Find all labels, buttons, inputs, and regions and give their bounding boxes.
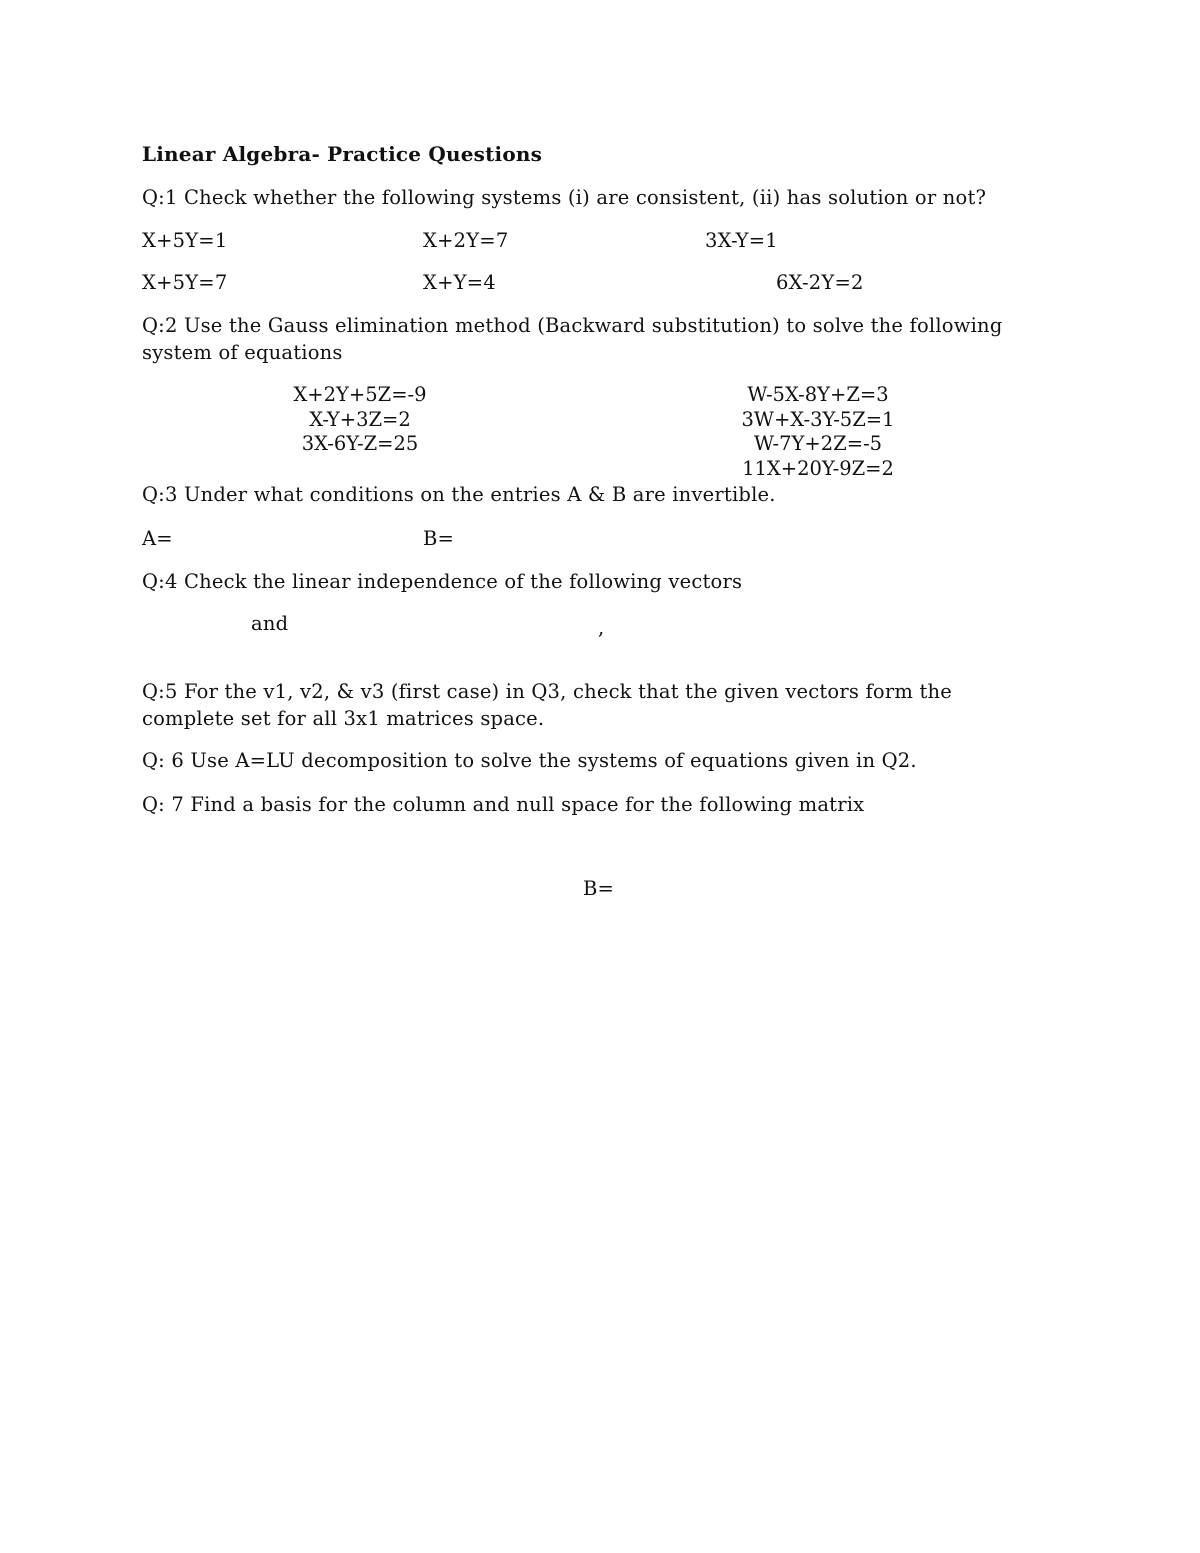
q1-system-3-eq-2: 6X-2Y=2 — [776, 271, 864, 294]
q1-system-1-eq-1: X+5Y=1 — [142, 229, 228, 252]
q3-matrix-b-label: B= — [423, 527, 455, 550]
q2-system-a-eq-3: 3X-6Y-Z=25 — [301, 432, 419, 455]
question-4-text: Q:4 Check the linear independence of the following vectors — [142, 570, 743, 593]
q2-system-b — [703, 383, 933, 481]
question-5-text: Q:5 For the v1, v2, & v3 (first case) in Q3, check that the given vectors form the complete set for all 3x1 matrices space. — [142, 680, 953, 730]
question-3-text: Q:3 Under what conditions on the entries A & B are invertible. — [142, 483, 776, 506]
q7-matrix-b-label: B= — [583, 877, 615, 900]
q4-and-label: and — [251, 612, 289, 635]
page-title: Linear Algebra- Practice Questions — [142, 142, 543, 166]
q4-comma: , — [598, 616, 605, 639]
q2-system-b-eq-2: 3W+X-3Y-5Z=1 — [741, 407, 895, 431]
question-2-text: Q:2 Use the Gauss elimination method (Backward substitution) to solve the following system of equations — [142, 314, 1003, 364]
q1-system-2-eq-2: X+Y=4 — [423, 271, 496, 294]
q2-system-b-eq-1: W-5X-8Y+Z=3 — [747, 383, 889, 406]
q1-system-1-eq-2: X+5Y=7 — [142, 271, 228, 294]
q1-system-2-eq-1: X+2Y=7 — [423, 229, 509, 252]
question-7-text: Q: 7 Find a basis for the column and null space for the following matrix — [142, 793, 865, 816]
q3-matrix-a-label: A= — [142, 527, 173, 550]
question-1-text: Q:1 Check whether the following systems (i) are consistent, (ii) has solution or not? — [142, 186, 987, 209]
question-6-text: Q: 6 Use A=LU decomposition to solve the systems of equations given in Q2. — [142, 749, 917, 772]
q2-system-b-eq-4: 11X+20Y-9Z=2 — [742, 456, 894, 480]
q2-system-a-eq-1: X+2Y+5Z=-9 — [293, 383, 427, 406]
q2-system-b-eq-3: W-7Y+2Z=-5 — [753, 432, 883, 455]
q2-system-a-eq-2: X-Y+3Z=2 — [309, 407, 411, 431]
q2-system-a — [260, 383, 460, 457]
q1-system-3-eq-1: 3X-Y=1 — [705, 229, 778, 252]
